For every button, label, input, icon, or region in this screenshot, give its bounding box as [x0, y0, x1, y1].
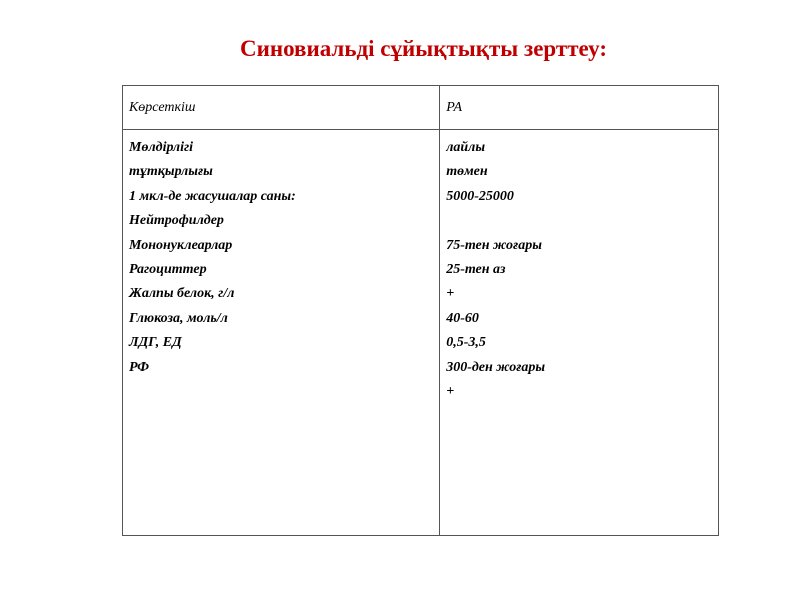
indicator-item: Рагоциттер	[129, 261, 207, 277]
value-item: 300-ден жоғары	[446, 359, 546, 375]
value-item: 5000-25000	[446, 188, 514, 204]
page-title: Синовиальді сұйықтықты зерттеу:	[240, 36, 607, 61]
value-item: 0,5-3,5	[446, 335, 486, 351]
indicator-item: 1 мкл-де жасушалар саны:	[129, 188, 296, 204]
value-item	[446, 209, 718, 233]
table-header-row	[123, 86, 719, 130]
value-item: 25-тен аз	[446, 261, 506, 277]
indicator-item: Нейтрофилдер	[129, 213, 224, 229]
indicator-item: РФ	[129, 359, 150, 375]
indicator-item: тұтқырлығы	[129, 164, 213, 180]
value-item: +	[446, 383, 455, 399]
indicator-cell	[123, 130, 440, 536]
value-item: лайлы	[446, 140, 486, 155]
table-body-row	[123, 130, 719, 536]
value-item: 40-60	[446, 310, 479, 326]
value-item: 75-тен жоғары	[446, 237, 542, 253]
indicator-item: ЛДГ, ЕД	[129, 335, 182, 351]
value-item: +	[446, 286, 455, 302]
value-item: төмен	[446, 164, 488, 180]
value-cell	[440, 130, 719, 536]
indicator-item: Мөлдірлігі	[129, 140, 194, 155]
header-ra: РА	[440, 86, 719, 130]
indicator-item: Жалпы белок, г/л	[129, 286, 235, 302]
indicator-item: Глюкоза, моль/л	[129, 310, 228, 326]
header-indicator: Көрсеткіш	[123, 86, 440, 130]
indicator-item: Мононуклеарлар	[129, 237, 233, 253]
data-table	[122, 85, 719, 536]
